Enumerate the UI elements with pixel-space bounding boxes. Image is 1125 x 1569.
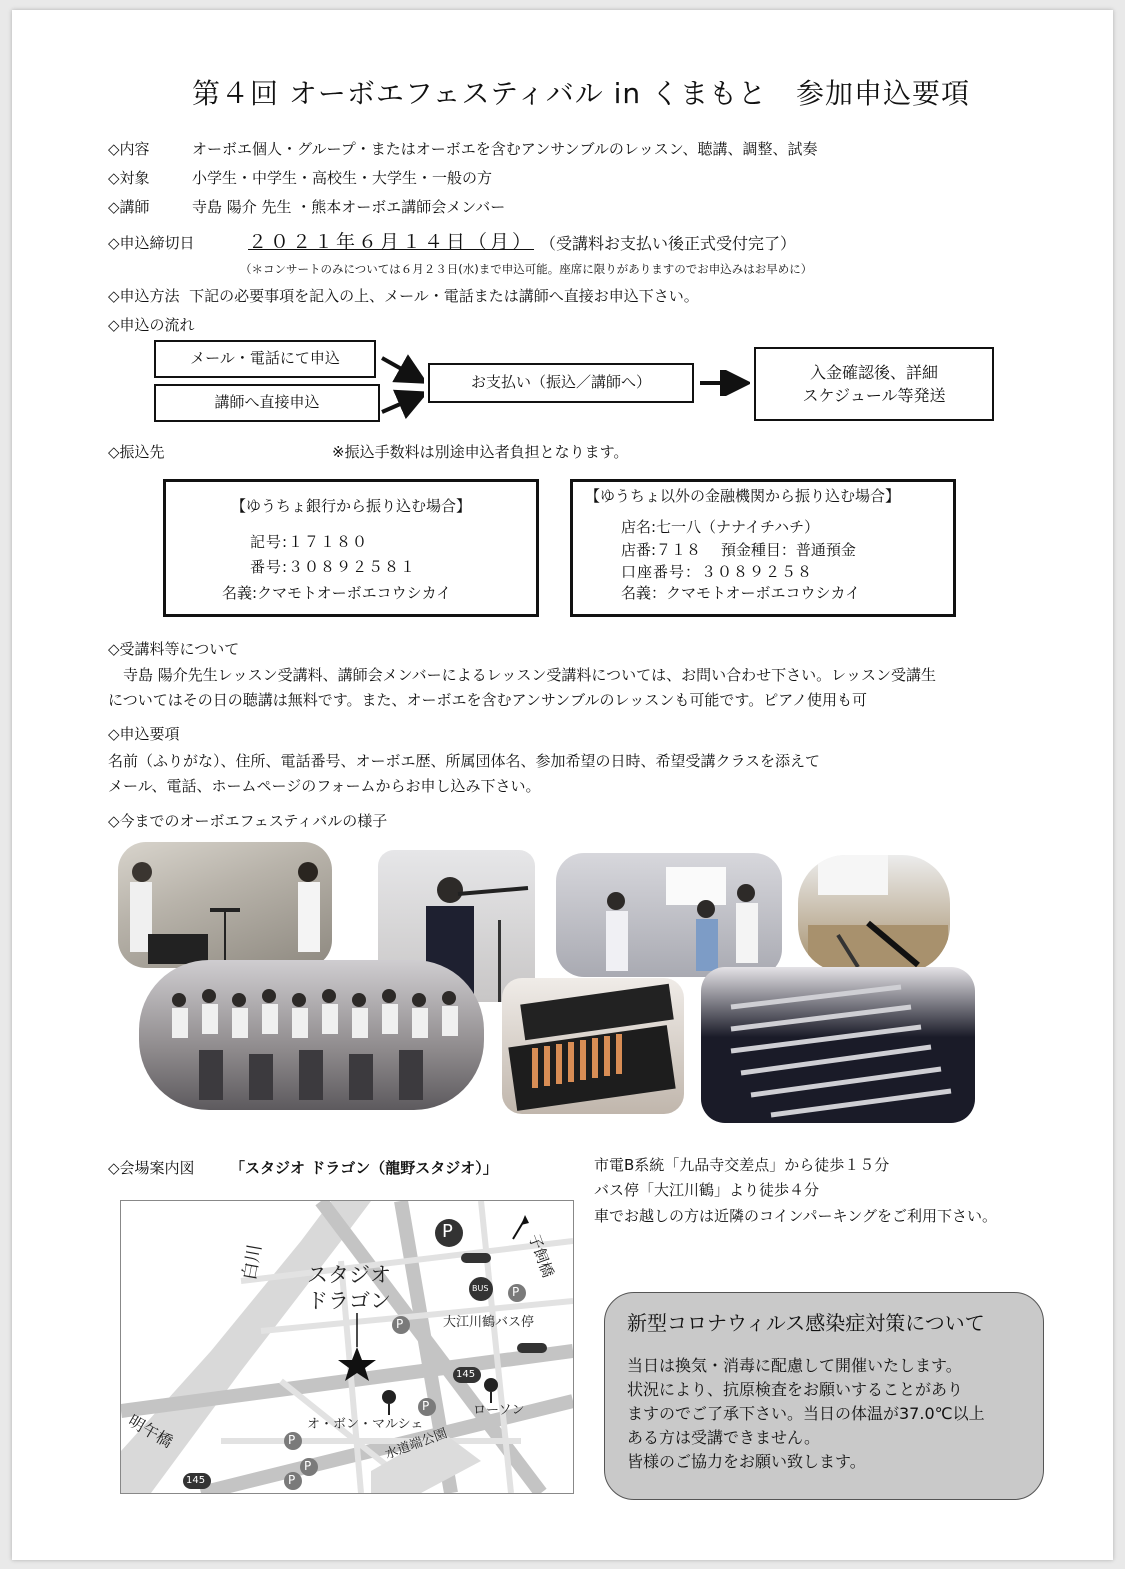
other-bank-name: 名義：クマモトオーボエコウシカイ [621,584,861,602]
photo-lesson [118,842,332,968]
flow-confirm-line1: 入金確認後、詳細 [809,362,938,382]
flow-confirm-line2: スケジュール等発送 [802,386,946,405]
document-page [12,10,1113,1560]
parking-icon: P [512,1285,520,1299]
info-value: 寺島 陽介 先生 ・熊本オーボエ講師会メンバー [192,198,506,216]
covid-line: ますのでご了承下さい。当日の体温が37.0℃以上 [627,1404,985,1423]
map-studio-line1: スタジオ [307,1263,391,1287]
method-row [108,285,699,306]
parking-icon: P [442,1221,453,1242]
other-bank-title: 【ゆうちょ以外の金融機関から振り込む場合】 [585,487,901,505]
covid-line: 皆様のご協力をお願い致します。 [627,1452,866,1471]
map-park-label: 水道端公園 [383,1426,450,1463]
map-studio-line2: ドラゴン [307,1289,391,1313]
map-cafe-label: オ・ボン・マルシェ [307,1417,424,1432]
covid-line: 当日は換気・消毒に配慮して開催いたします。 [627,1356,962,1375]
fee-line2: についてはその日の聴講は無料です。また、オーボエを含むアンサンブルのレッスンも可能です。ピアノ使用も可 [108,691,868,709]
deadline-label: ◇申込締切日 [108,234,195,252]
method-value: 下記の必要事項を記入の上、メール・電話または講師へ直接お申込下さい。 [189,287,699,305]
flow-box-confirm [754,347,994,421]
photo-reeds [502,978,684,1114]
venue-access-bus: バス停「大江川鶴」より徒歩４分 [594,1181,820,1199]
deadline-suffix: （受講料お支払い後正式受付完了） [540,234,797,253]
map-river-label: 白川 [239,1242,266,1282]
photo-oboe-display [701,967,975,1123]
gallery-label: ◇今までのオーボエフェスティバルの様子 [108,812,388,830]
info-label: ◇講師 [108,198,150,216]
flow-arrow-right-icon [698,370,750,396]
requirements-line2: メール、電話、ホームページのフォームからお申し込み下さい。 [108,777,541,795]
flow-box-email: メール・電話にて申込 [154,340,376,378]
other-bank-branch-no: 店番:７１８ 預金種目：普通預金 [621,541,856,559]
parking-icon: P [304,1459,312,1473]
yucho-symbol: 記号:１７１８０ [250,533,369,551]
covid-notice [604,1292,1044,1500]
covid-title: 新型コロナウィルス感染症対策について [627,1311,985,1335]
photo-group [139,960,484,1110]
map-lawson-label: ローソン [473,1403,525,1418]
photo-ensemble-practice [556,853,782,977]
info-value: 小学生・中学生・高校生・大学生・一般の方 [192,169,493,187]
parking-icon: P [288,1433,296,1447]
venue-access-car: 車でお越しの方は近隣のコインパーキングをご利用下さい。 [594,1207,998,1225]
map-roads [121,1201,573,1493]
covid-line: ある方は受講できません。 [627,1428,820,1447]
map-bridge-meigo: 明午橋 [124,1411,177,1452]
yucho-number: 番号:３０８９２５８１ [250,558,417,576]
page-title: 第４回 オーボエフェスティバル in くまもと 参加申込要項 [192,77,971,110]
transfer-label: ◇振込先 [108,443,165,461]
info-teacher-row [108,196,505,217]
deadline-date: ２０２１年６月１４日（月） [248,231,535,253]
transfer-note: ※振込手数料は別途申込者負担となります。 [332,443,629,461]
info-content-row [108,138,818,159]
flow-label: ◇申込の流れ [108,316,195,334]
yucho-bank-box [163,479,539,617]
route-145-badge: 145 [456,1369,476,1380]
venue-name: 「スタジオ ドラゴン（龍野スタジオ）」 [230,1159,498,1177]
flow-box-direct: 講師へ直接申込 [154,384,380,422]
fee-label: ◇受講料等について [108,640,240,658]
parking-icon: P [288,1473,296,1487]
route-145-badge: 145 [186,1475,206,1486]
venue-access-tram: 市電B系統「九品寺交差点」から徒歩１５分 [594,1156,890,1174]
info-label: ◇内容 [108,140,150,158]
info-label: ◇対象 [108,169,150,187]
requirements-line1: 名前（ふりがな）、住所、電話番号、オーボエ歴、所属団体名、参加希望の日時、希望受講クラスを添えて [108,752,821,770]
other-bank-branch: 店名:七一八（ナナイチハチ） [621,518,820,536]
flow-arrows-icon [378,350,424,420]
venue-label: ◇会場案内図 [108,1159,195,1177]
info-value: オーボエ個人・グループ・またはオーボエを含むアンサンブルのレッスン、聴講、調整、試奏 [192,140,818,158]
info-target-row [108,167,492,188]
parking-icon: P [396,1317,404,1331]
venue-map [120,1200,574,1494]
flow-box-payment: お支払い（振込／講師へ） [428,363,694,403]
covid-line: 状況により、抗原検査をお願いすることがあり [627,1380,964,1399]
fee-line1: 寺島 陽介先生レッスン受講料、講師会メンバーによるレッスン受講料については、お問い合わせ下さい。レッスン受講生 [108,666,936,684]
photo-oboe-adjust [798,855,950,973]
other-bank-account: 口座番号：３０８９２５８ [621,563,814,581]
parking-icon: P [422,1399,430,1413]
bus-icon: BUS [472,1284,489,1293]
map-bus-stop-label: 大江川鶴バス停 [443,1315,535,1330]
yucho-title: 【ゆうちょ銀行から振り込む場合】 [230,497,471,515]
method-label: ◇申込方法 [108,287,180,305]
map-bridge-kokai: 子飼橋 [524,1231,558,1280]
yucho-name: 名義:クマモトオーボエコウシカイ [222,584,452,602]
deadline-note: （＊コンサートのみについては６月２３日(水)まで申込可能。座席に限りがありますのでお申込みはお早めに） [240,262,813,276]
other-bank-box [570,479,956,617]
requirements-label: ◇申込要項 [108,725,180,743]
